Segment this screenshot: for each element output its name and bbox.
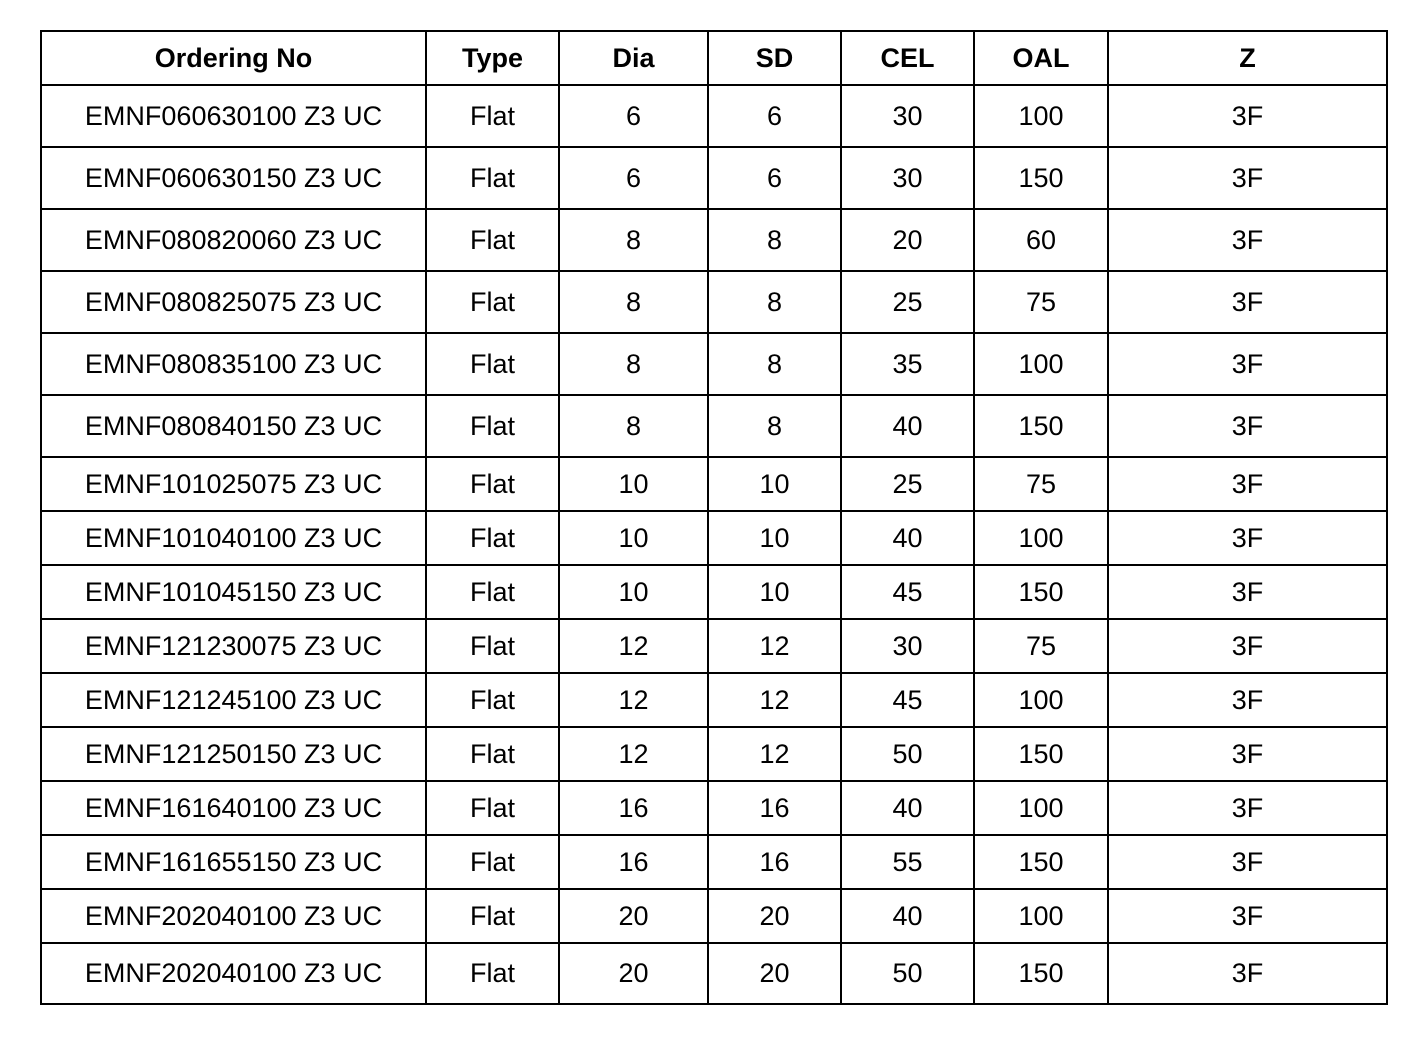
oal-cell: 150 — [974, 395, 1108, 457]
sd-cell: 12 — [708, 727, 841, 781]
cel-cell: 50 — [841, 943, 974, 1004]
sd-cell: 10 — [708, 457, 841, 511]
table-row — [41, 147, 1387, 209]
column-header-ordering-no: Ordering No — [41, 31, 426, 85]
cel-cell: 30 — [841, 619, 974, 673]
z-cell: 3F — [1108, 271, 1387, 333]
type-cell: Flat — [426, 943, 559, 1004]
dia-cell: 10 — [559, 457, 708, 511]
dia-cell: 12 — [559, 673, 708, 727]
cel-cell: 55 — [841, 835, 974, 889]
oal-cell: 150 — [974, 835, 1108, 889]
oal-cell: 100 — [974, 781, 1108, 835]
oal-cell: 150 — [974, 147, 1108, 209]
z-cell: 3F — [1108, 85, 1387, 147]
type-cell: Flat — [426, 395, 559, 457]
dia-cell: 8 — [559, 333, 708, 395]
column-header-cel: CEL — [841, 31, 974, 85]
dia-cell: 16 — [559, 781, 708, 835]
z-cell: 3F — [1108, 511, 1387, 565]
z-cell: 3F — [1108, 333, 1387, 395]
table-row — [41, 395, 1387, 457]
dia-cell: 8 — [559, 271, 708, 333]
sd-cell: 10 — [708, 565, 841, 619]
table-row — [41, 333, 1387, 395]
ordering-no-cell: EMNF080840150 Z3 UC — [41, 395, 426, 457]
column-header-z: Z — [1108, 31, 1387, 85]
table-row — [41, 619, 1387, 673]
column-header-oal: OAL — [974, 31, 1108, 85]
table-row — [41, 943, 1387, 1004]
table-body — [41, 85, 1387, 1004]
z-cell: 3F — [1108, 835, 1387, 889]
type-cell: Flat — [426, 85, 559, 147]
dia-cell: 6 — [559, 147, 708, 209]
ordering-no-cell: EMNF101025075 Z3 UC — [41, 457, 426, 511]
ordering-no-cell: EMNF101045150 Z3 UC — [41, 565, 426, 619]
sd-cell: 8 — [708, 333, 841, 395]
z-cell: 3F — [1108, 619, 1387, 673]
dia-cell: 20 — [559, 943, 708, 1004]
oal-cell: 100 — [974, 511, 1108, 565]
table-row — [41, 511, 1387, 565]
dia-cell: 8 — [559, 395, 708, 457]
ordering-no-cell: EMNF080820060 Z3 UC — [41, 209, 426, 271]
ordering-no-cell: EMNF060630150 Z3 UC — [41, 147, 426, 209]
sd-cell: 20 — [708, 943, 841, 1004]
oal-cell: 100 — [974, 333, 1108, 395]
cel-cell: 30 — [841, 85, 974, 147]
table-row — [41, 835, 1387, 889]
cel-cell: 35 — [841, 333, 974, 395]
dia-cell: 10 — [559, 511, 708, 565]
column-header-sd: SD — [708, 31, 841, 85]
cel-cell: 20 — [841, 209, 974, 271]
oal-cell: 100 — [974, 85, 1108, 147]
table-row — [41, 727, 1387, 781]
type-cell: Flat — [426, 333, 559, 395]
cel-cell: 40 — [841, 395, 974, 457]
sd-cell: 8 — [708, 395, 841, 457]
oal-cell: 150 — [974, 565, 1108, 619]
z-cell: 3F — [1108, 781, 1387, 835]
dia-cell: 6 — [559, 85, 708, 147]
table-header-row — [41, 31, 1387, 85]
table-row — [41, 271, 1387, 333]
cel-cell: 25 — [841, 271, 974, 333]
cel-cell: 40 — [841, 781, 974, 835]
ordering-no-cell: EMNF080835100 Z3 UC — [41, 333, 426, 395]
z-cell: 3F — [1108, 147, 1387, 209]
sd-cell: 6 — [708, 147, 841, 209]
oal-cell: 100 — [974, 889, 1108, 943]
type-cell: Flat — [426, 457, 559, 511]
table-row — [41, 457, 1387, 511]
ordering-no-cell: EMNF060630100 Z3 UC — [41, 85, 426, 147]
ordering-no-cell: EMNF121250150 Z3 UC — [41, 727, 426, 781]
sd-cell: 16 — [708, 835, 841, 889]
table-row — [41, 565, 1387, 619]
type-cell: Flat — [426, 673, 559, 727]
type-cell: Flat — [426, 271, 559, 333]
column-header-dia: Dia — [559, 31, 708, 85]
z-cell: 3F — [1108, 673, 1387, 727]
ordering-no-cell: EMNF161640100 Z3 UC — [41, 781, 426, 835]
type-cell: Flat — [426, 209, 559, 271]
oal-cell: 100 — [974, 673, 1108, 727]
dia-cell: 20 — [559, 889, 708, 943]
sd-cell: 16 — [708, 781, 841, 835]
type-cell: Flat — [426, 781, 559, 835]
z-cell: 3F — [1108, 209, 1387, 271]
cel-cell: 25 — [841, 457, 974, 511]
table-row — [41, 781, 1387, 835]
oal-cell: 150 — [974, 943, 1108, 1004]
cel-cell: 40 — [841, 511, 974, 565]
z-cell: 3F — [1108, 395, 1387, 457]
sd-cell: 12 — [708, 673, 841, 727]
type-cell: Flat — [426, 147, 559, 209]
cel-cell: 45 — [841, 673, 974, 727]
z-cell: 3F — [1108, 943, 1387, 1004]
z-cell: 3F — [1108, 565, 1387, 619]
oal-cell: 75 — [974, 271, 1108, 333]
ordering-no-cell: EMNF121230075 Z3 UC — [41, 619, 426, 673]
type-cell: Flat — [426, 619, 559, 673]
sd-cell: 20 — [708, 889, 841, 943]
sd-cell: 6 — [708, 85, 841, 147]
oal-cell: 75 — [974, 619, 1108, 673]
oal-cell: 60 — [974, 209, 1108, 271]
cel-cell: 45 — [841, 565, 974, 619]
ordering-no-cell: EMNF202040100 Z3 UC — [41, 889, 426, 943]
z-cell: 3F — [1108, 457, 1387, 511]
sd-cell: 12 — [708, 619, 841, 673]
ordering-no-cell: EMNF161655150 Z3 UC — [41, 835, 426, 889]
oal-cell: 150 — [974, 727, 1108, 781]
ordering-no-cell: EMNF121245100 Z3 UC — [41, 673, 426, 727]
cel-cell: 40 — [841, 889, 974, 943]
dia-cell: 8 — [559, 209, 708, 271]
z-cell: 3F — [1108, 889, 1387, 943]
type-cell: Flat — [426, 565, 559, 619]
z-cell: 3F — [1108, 727, 1387, 781]
ordering-no-cell: EMNF101040100 Z3 UC — [41, 511, 426, 565]
sd-cell: 10 — [708, 511, 841, 565]
oal-cell: 75 — [974, 457, 1108, 511]
sd-cell: 8 — [708, 271, 841, 333]
sd-cell: 8 — [708, 209, 841, 271]
dia-cell: 12 — [559, 619, 708, 673]
table-row — [41, 673, 1387, 727]
table-row — [41, 889, 1387, 943]
dia-cell: 10 — [559, 565, 708, 619]
cel-cell: 30 — [841, 147, 974, 209]
dia-cell: 16 — [559, 835, 708, 889]
cel-cell: 50 — [841, 727, 974, 781]
table-row — [41, 85, 1387, 147]
type-cell: Flat — [426, 835, 559, 889]
ordering-no-cell: EMNF202040100 Z3 UC — [41, 943, 426, 1004]
dia-cell: 12 — [559, 727, 708, 781]
column-header-type: Type — [426, 31, 559, 85]
type-cell: Flat — [426, 727, 559, 781]
type-cell: Flat — [426, 511, 559, 565]
table-row — [41, 209, 1387, 271]
type-cell: Flat — [426, 889, 559, 943]
product-spec-table — [40, 30, 1388, 1005]
ordering-no-cell: EMNF080825075 Z3 UC — [41, 271, 426, 333]
